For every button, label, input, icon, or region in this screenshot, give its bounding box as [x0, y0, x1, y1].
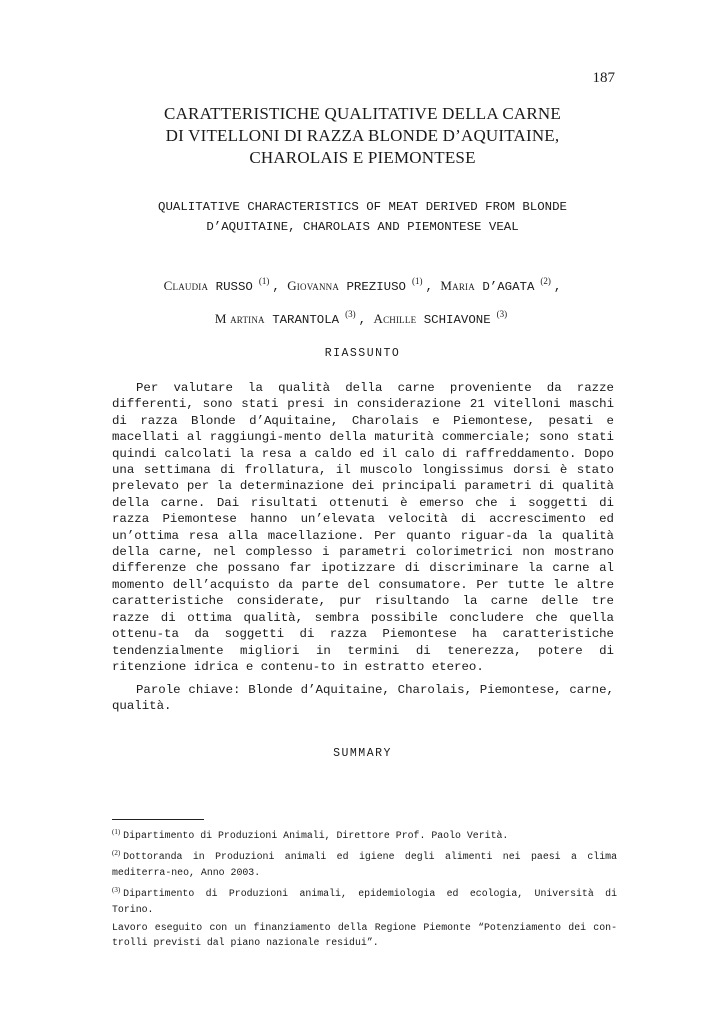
paper-title — [100, 103, 625, 169]
footnote-separator — [112, 819, 204, 820]
author-last-name: PREZIUSO — [346, 280, 406, 294]
keywords — [112, 682, 614, 715]
riassunto-paragraph: Per valutare la qualità della carne proveniente da razze differenti, sono stati presi in considerazione 21 vitelloni maschi di razza Blonde d’Aquitaine, Charolais e Piemontese, pesati e macellati al raggiungi-mento della maturità commerciale; sono stati quindi calcolati la resa a caldo ed il calo di raffreddamento. Dopo una settimana di frollatura, il muscolo longissimus dorsi è stato prelevato per la determinazione dei principali parametri di qualità della carne. Dai risultati ottenuti è emerso che i soggetti di razza Piemontese hanno un’elevata velocità di accrescimento ed un’ottima resa alla macellazione. Per quanto riguar-da la qualità della carne, nel complesso i parametri colorimetrici non mostrano differenze che possano far ipotizzare di discriminare la carne al momento dell’acquisto da parte del consumatore. Per tutte le altre caratteristiche considerate, pur risultando la carne delle tre razze di ottima qualità, sembra possibile concludere che quella ottenu-ta da soggetti di razza Piemontese ha caratteristiche tendenzialmente migliori in termini di tenerezza, potere di ritenzione idrica e contenu-to in estratto etereo. — [112, 381, 614, 674]
author-line: Claudia RUSSO $^{(1)}$ , Giovanna PREZIUSO $^{(1)}$ , Maria D’AGATA $^{(2)}$ , — [163, 276, 562, 294]
footnote-text: Dottoranda in Produzioni animali ed igiene degli alimenti nei paesi a clima mediterra-neo, Anno 2003. — [112, 851, 617, 878]
author-affiliation: (1) — [258, 276, 270, 286]
author-first-name: Achille — [373, 311, 417, 326]
footnote-mark: (2) — [112, 849, 121, 858]
author-first-name: M artina — [214, 311, 265, 326]
author-first-name: Giovanna — [287, 278, 340, 293]
author — [287, 276, 425, 294]
page-number: 187 — [592, 70, 615, 86]
author-last-name: D’AGATA — [482, 280, 535, 294]
author-affiliation: (1) — [411, 276, 423, 286]
english-title — [100, 197, 625, 237]
title-line: CHAROLAIS E PIEMONTESE — [249, 148, 476, 167]
author-affiliation: (3) — [496, 309, 508, 319]
subtitle-line: D’AQUITAINE, CHAROLAIS AND PIEMONTESE VEAL — [206, 220, 519, 234]
author-last-name: SCHIAVONE — [423, 313, 491, 327]
subtitle-line: QUALITATIVE CHARACTERISTICS OF MEAT DERIVED FROM BLONDE — [158, 200, 567, 214]
author-list — [100, 268, 625, 334]
author-first-name: Claudia — [163, 278, 209, 293]
author-line: M artina TARANTOLA $^{(3)}$ , Achille SCHIAVONE $^{(3)}$ — [100, 301, 625, 334]
footnote — [112, 883, 617, 917]
footnote-mark: (3) — [112, 886, 121, 895]
title-line: DI VITELLONI DI RAZZA BLONDE D’AQUITAINE, — [165, 126, 560, 145]
riassunto-heading: RIASSUNTO — [324, 347, 401, 360]
riassunto-body — [112, 380, 614, 675]
footnote — [112, 825, 617, 843]
footnotes — [112, 825, 617, 954]
author-affiliation: (3) — [345, 309, 356, 319]
author — [440, 276, 554, 294]
footnote-text: Lavoro eseguito con un finanziamento della Regione Piemonte “Potenziamento dei con-trolli previsti dal piano nazionale residui”. — [112, 922, 617, 949]
author — [373, 309, 510, 327]
footnote-text: Dipartimento di Produzioni animali, epidemiologia ed ecologia, Università di Torino. — [112, 888, 617, 915]
title-line: CARATTERISTICHE QUALITATIVE DELLA CARNE — [164, 104, 561, 123]
footnote — [112, 846, 617, 880]
author-first-name: Maria — [440, 278, 475, 293]
author-last-name: TARANTOLA — [272, 313, 340, 327]
footnote-text: Dipartimento di Produzioni Animali, Direttore Prof. Paolo Verità. — [123, 830, 509, 841]
footnote — [112, 920, 617, 951]
summary-heading: SUMMARY — [333, 747, 392, 760]
keywords-paragraph: Parole chiave: Blonde d’Aquitaine, Charolais, Piemontese, carne, qualità. — [112, 683, 614, 714]
author — [214, 309, 359, 327]
footnote-mark: (1) — [112, 828, 121, 836]
author-last-name: RUSSO — [215, 280, 253, 294]
author — [163, 276, 273, 294]
author-affiliation: (2) — [540, 276, 551, 286]
